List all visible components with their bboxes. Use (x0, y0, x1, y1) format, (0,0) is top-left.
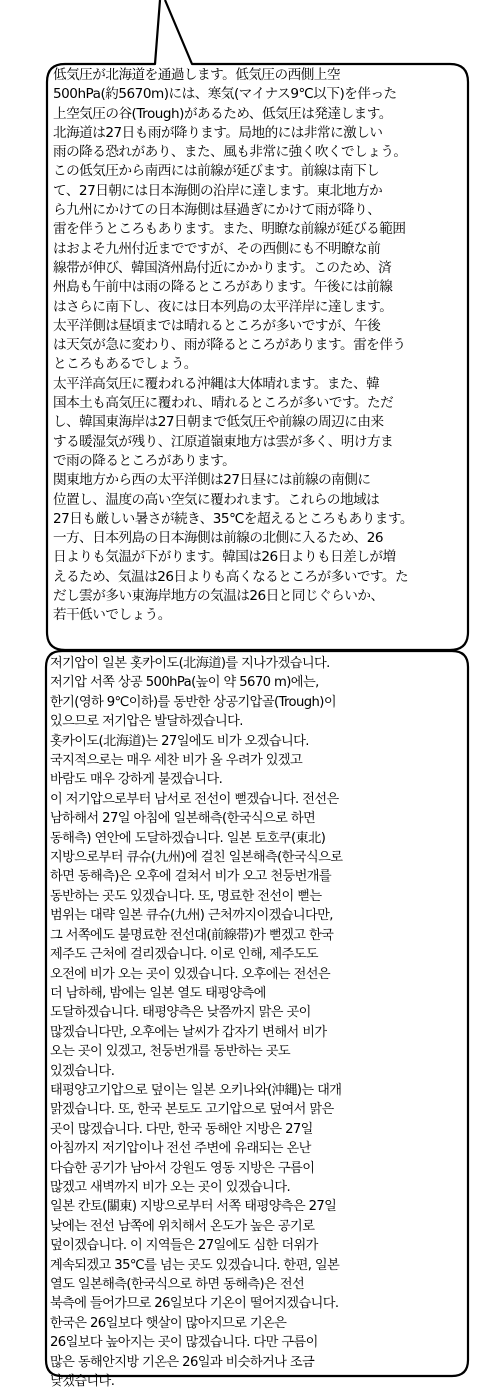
japanese-text-line: は天気が急に変わり、雨が降るところがあります。雷を伴う (53, 337, 406, 354)
korean-text-line: 태평양고기압으로 덮이는 일본 오키나와(沖縄)는 대개 (50, 1082, 342, 1098)
korean-forecast-text (50, 654, 464, 1391)
korean-text-line: 한국은 26일보다 햇살이 많아지므로 기온은 (50, 1315, 287, 1331)
japanese-text-line: 国本土も高気圧に覆われ、晴れるところが多いです。ただ (53, 395, 394, 412)
japanese-text-line: 日よりも気温が下がります。韓国は26日よりも日差しが増 (53, 549, 396, 566)
japanese-text-line: 若干低いでしょう。 (53, 607, 171, 624)
korean-text-line: 동반하는 곳도 있겠습니다. 또, 명료한 전선이 뻗는 (50, 888, 322, 904)
korean-text-line: 더 남하해, 밤에는 일본 열도 태평양측에 (50, 985, 266, 1001)
korean-text-line: 국지적으로는 매우 세찬 비가 올 우려가 있겠고 (50, 753, 303, 769)
japanese-text-line: で雨の降るところがあります。 (53, 452, 236, 469)
korean-text-line: 범위는 대략 일본 큐슈(九州) 근처까지이겠습니다만, (50, 908, 333, 924)
korean-text-line: 동해측) 연안에 도달하겠습니다. 일본 토호쿠(東北) (50, 830, 326, 846)
japanese-forecast-text (53, 66, 463, 626)
japanese-text-line: 北海道は27日も雨が降ります。局地的には非常に激しい (53, 124, 383, 141)
japanese-text-line: 関東地方から西の太平洋側は27日昼には前線の南側に (53, 472, 371, 489)
japanese-text-line: ら九州にかけての日本海側は昼過ぎにかけて雨が降り、 (53, 202, 381, 219)
korean-text-line: 저기압 서쪽 상공 500hPa(높이 약 5670 m)에는, (50, 675, 319, 691)
japanese-text-line: する暖湿気が残り、江原道嶺東地方は雲が多く、明け方ま (53, 433, 394, 450)
korean-text-line: 제주도 근처에 걸리겠습니다. 이로 인해, 제주도도 (50, 947, 318, 963)
korean-text-line: 열도 일본해측(한국식으로 하면 동해측)은 전선 (50, 1277, 305, 1292)
japanese-text-line: 上空気圧の谷(Trough)があるため、低気圧は発達します。 (53, 105, 392, 122)
japanese-text-line: はおよそ九州付近までですが、その西側にも不明瞭な前 (53, 240, 381, 257)
japanese-text-line: 太平洋側は昼頃までは晴れるところが多いですが、午後 (53, 317, 381, 334)
korean-text-line: 바람도 매우 강하게 불겠습니다. (50, 772, 223, 788)
korean-text-line: 하면 동해측)은 오후에 걸쳐서 비가 오고 천둥번개를 (50, 869, 332, 885)
korean-text-line: 낮겠습니다. (50, 1374, 115, 1390)
japanese-text-line: 500hPa(約5670m)には、寒気(マイナス9℃以下)を伴った (53, 86, 397, 103)
korean-text-line: 아침까지 저기압이나 전선 주변에 유래되는 온난 (50, 1141, 311, 1157)
korean-text-line: 덮이겠습니다. 이 지역들은 27일에도 심한 더위가 (50, 1238, 318, 1254)
japanese-text-line: 27日も厳しい暑さが続き、35℃を超えるところもあります。 (53, 510, 413, 527)
korean-text-line: 낮에는 전선 남쪽에 위치해서 온도가 높은 공기로 (50, 1218, 315, 1234)
japanese-text-line: えるため、気温は26日よりも高くなるところが多いです。た (53, 568, 409, 585)
korean-text-line: 그 서쪽에도 불명료한 전선대(前線帯)가 뻗겠고 한국 (50, 927, 334, 943)
korean-text-line: 26일보다 높아지는 곳이 많겠습니다. 다만 구름이 (50, 1335, 318, 1351)
korean-text-line: 곳이 많겠습니다. 다만, 한국 동해안 지방은 27일 (50, 1121, 313, 1137)
korean-text-line: 많겠고 새벽까지 비가 오는 곳이 있겠습니다. (50, 1179, 291, 1195)
korean-text-line: 오는 곳이 있겠고, 천둥번개를 동반하는 곳도 (50, 1044, 291, 1060)
korean-text-line: 지방으로부터 큐슈(九州)에 걸친 일본해측(한국식으로 (50, 850, 343, 866)
japanese-text-line: 位置し、温度の高い空気に覆われます。これらの地域は (53, 491, 380, 508)
japanese-text-line: 一方、日本列島の日本海側は前線の北側に入るため、26 (53, 530, 384, 547)
korean-text-line: 많은 동해안지방 기온은 26일과 비슷하거나 조금 (50, 1354, 315, 1370)
japanese-text-line: し、韓国東海岸は27日朝まで低気圧や前線の周辺に由来 (53, 414, 384, 431)
korean-text-line: 일본 칸토(關東) 지방으로부터 서쪽 태평양측은 27일 (50, 1199, 337, 1215)
japanese-text-line: 州島も午前中は雨の降るところがあります。午後には前線 (53, 279, 393, 296)
korean-text-line: 도달하겠습니다. 태평양측은 낮쯤까지 맑은 곳이 (50, 1005, 311, 1021)
korean-text-line: 홋카이도(北海道)는 27일에도 비가 오겠습니다. (50, 733, 309, 749)
korean-text-line: 저기압이 일본 홋카이도(北海道)를 지나가겠습니다. (50, 656, 330, 671)
korean-text-line: 있으므로 저기압은 발달하겠습니다. (50, 714, 243, 730)
japanese-text-line: 雨の降る恐れがあり、また、風も非常に強く吹くでしょう。 (53, 144, 407, 161)
korean-text-line: 남하해서 27일 아침에 일본해측(한국식으로 하면 (50, 811, 316, 827)
japanese-text-line: 低気圧が北海道を通過します。低気圧の西側上空 (53, 67, 340, 83)
japanese-text-line: はさらに南下し、夜には日本列島の太平洋岸に達します。 (53, 298, 393, 315)
korean-text-line: 많겠습니다만, 오후에는 날씨가 갑자기 변해서 비가 (50, 1024, 327, 1040)
korean-text-line: 북측에 들어가므로 26일보다 기온이 떨어지겠습니다. (50, 1296, 339, 1312)
japanese-text-line: 雷を伴うところもあります。また、明瞭な前線が延びる範囲 (53, 221, 406, 238)
korean-text-line: 다습한 공기가 남아서 강원도 영동 지방은 구름이 (50, 1160, 315, 1176)
japanese-text-line: て、27日朝には日本海側の沿岸に達します。東北地方か (53, 182, 383, 199)
korean-text-line: 오전에 비가 오는 곳이 있겠습니다. 오후에는 전선은 (50, 966, 331, 982)
korean-text-line: 한기(영하 9℃이하)를 동반한 상공기압골(Trough)이 (50, 694, 336, 710)
korean-text-line: 이 저기압으로부터 남서로 전선이 뻗겠습니다. 전선은 (50, 791, 339, 807)
japanese-text-line: だし雲が多い東海岸地方の気温は26日と同じぐらいか、 (53, 588, 384, 605)
korean-text-line: 맑겠습니다. 또, 한국 본토도 고기압으로 덮여서 맑은 (50, 1102, 334, 1118)
japanese-text-line: 線帯が伸び、韓国済州島付近にかかります。このため、済 (53, 259, 392, 276)
japanese-text-line: ところもあるでしょう。 (53, 356, 197, 373)
japanese-text-line: 太平洋高気圧に覆われる沖縄は大体晴れます。また、韓 (53, 375, 380, 392)
japanese-text-line: この低気圧から南西には前線が延びます。前線は南下し (53, 163, 380, 180)
korean-text-line: 있겠습니다. (50, 1063, 115, 1079)
korean-text-line: 계속되겠고 35℃를 넘는 곳도 있겠습니다. 한편, 일본 (50, 1257, 340, 1273)
